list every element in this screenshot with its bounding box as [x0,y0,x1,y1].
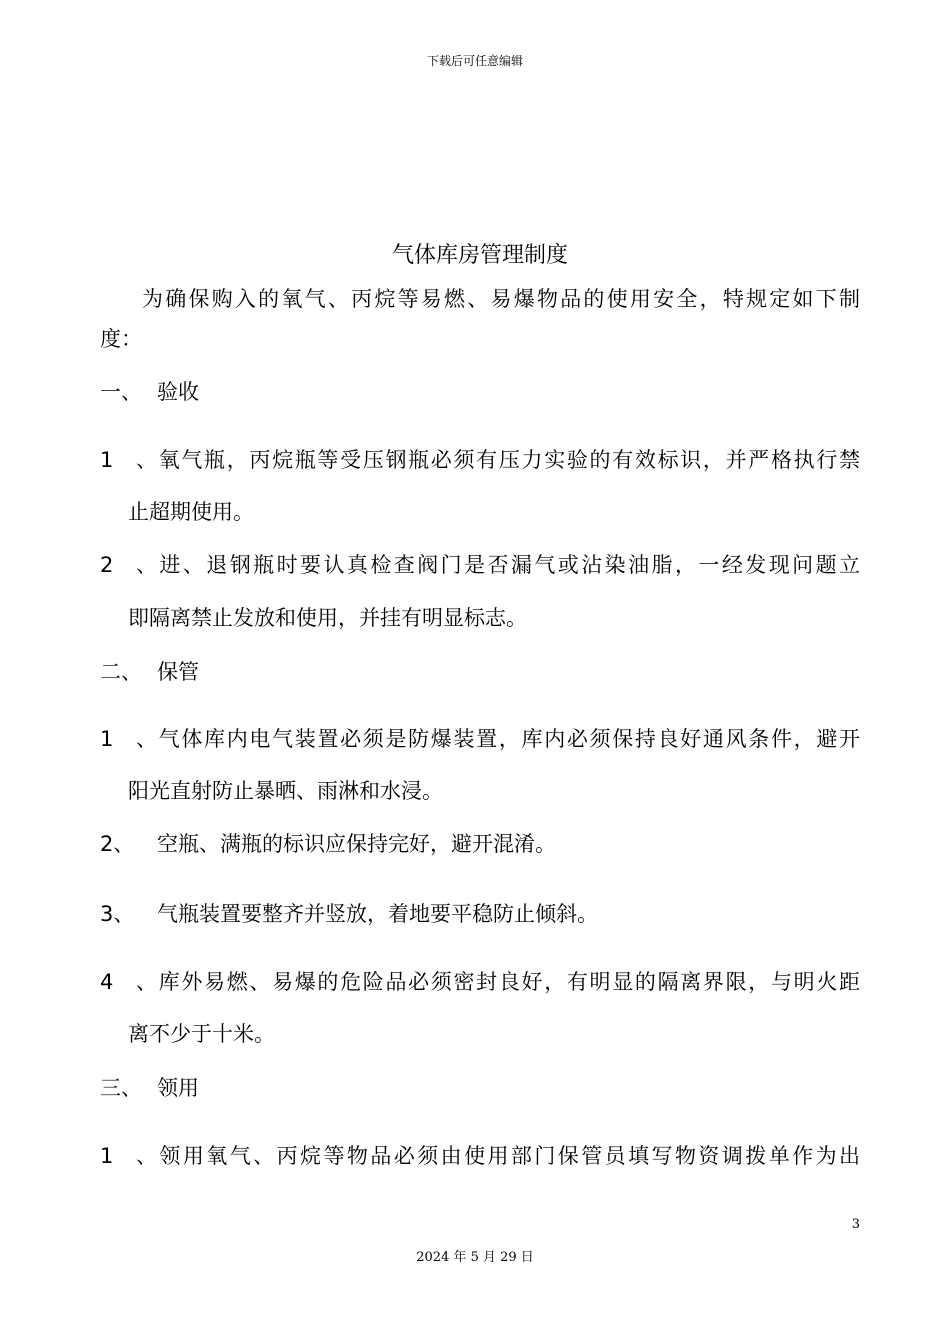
page-header: 下载后可任意编辑 [426,54,523,68]
item-text-continued: 阳光直射防止暴晒、雨淋和水浸。 [128,779,443,803]
section-title: 验收 [157,380,199,404]
section-title: 保管 [157,660,199,684]
item-text: 气瓶装置要整齐并竖放，着地要平稳防止倾斜。 [157,902,598,926]
item-text-continued: 离不少于十米。 [128,1022,275,1046]
intro-line-2: 度： [100,327,142,351]
item-text-continued: 止超期使用。 [128,500,254,524]
item-number: 1、 [100,727,157,751]
item-number: 2、 [100,553,157,577]
list-item [100,445,860,475]
item-text: 空瓶、满瓶的标识应保持完好，避开混淆。 [157,832,556,856]
list-item [100,829,860,859]
section-number: 二、 [100,660,142,684]
section-heading-1 [100,377,860,407]
section-title: 领用 [157,1076,199,1100]
item-text: 气体库内电气装置必须是防爆装置，库内必须保持良好通风条件，避开 [157,727,860,751]
section-heading-3 [100,1073,860,1103]
item-text-continued: 即隔离禁止发放和使用，并挂有明显标志。 [128,606,527,630]
section-number: 一、 [100,380,142,404]
item-text: 进、退钢瓶时要认真检查阀门是否漏气或沾染油脂，一经发现问题立 [157,553,860,577]
item-text: 库外易燃、易爆的危险品必须密封良好，有明显的隔离界限，与明火距 [157,970,860,994]
document-title: 气体库房管理制度 [391,243,568,268]
item-number: 1、 [100,1144,157,1168]
list-item [100,550,860,580]
footer-date: 2024 年 5 月 29 日 [416,1250,534,1265]
list-item [100,899,860,929]
item-number: 3、 [100,902,135,926]
list-item [100,1141,860,1171]
section-heading-2 [100,657,860,687]
item-text: 领用氧气、丙烷等物品必须由使用部门保管员填写物资调拨单作为出 [157,1144,860,1168]
list-item [100,967,860,997]
list-item [100,724,860,754]
item-number: 4、 [100,970,157,994]
item-number: 1、 [100,448,157,472]
item-number: 2、 [100,832,135,856]
section-number: 三、 [100,1076,142,1100]
intro-paragraph [100,279,860,359]
page-number: 3 [851,1217,860,1232]
item-text: 氧气瓶，丙烷瓶等受压钢瓶必须有压力实验的有效标识，并严格执行禁 [157,448,860,472]
intro-line-1: 为确保购入的氧气、丙烷等易燃、易爆物品的使用安全，特规定如下制 [142,287,860,311]
